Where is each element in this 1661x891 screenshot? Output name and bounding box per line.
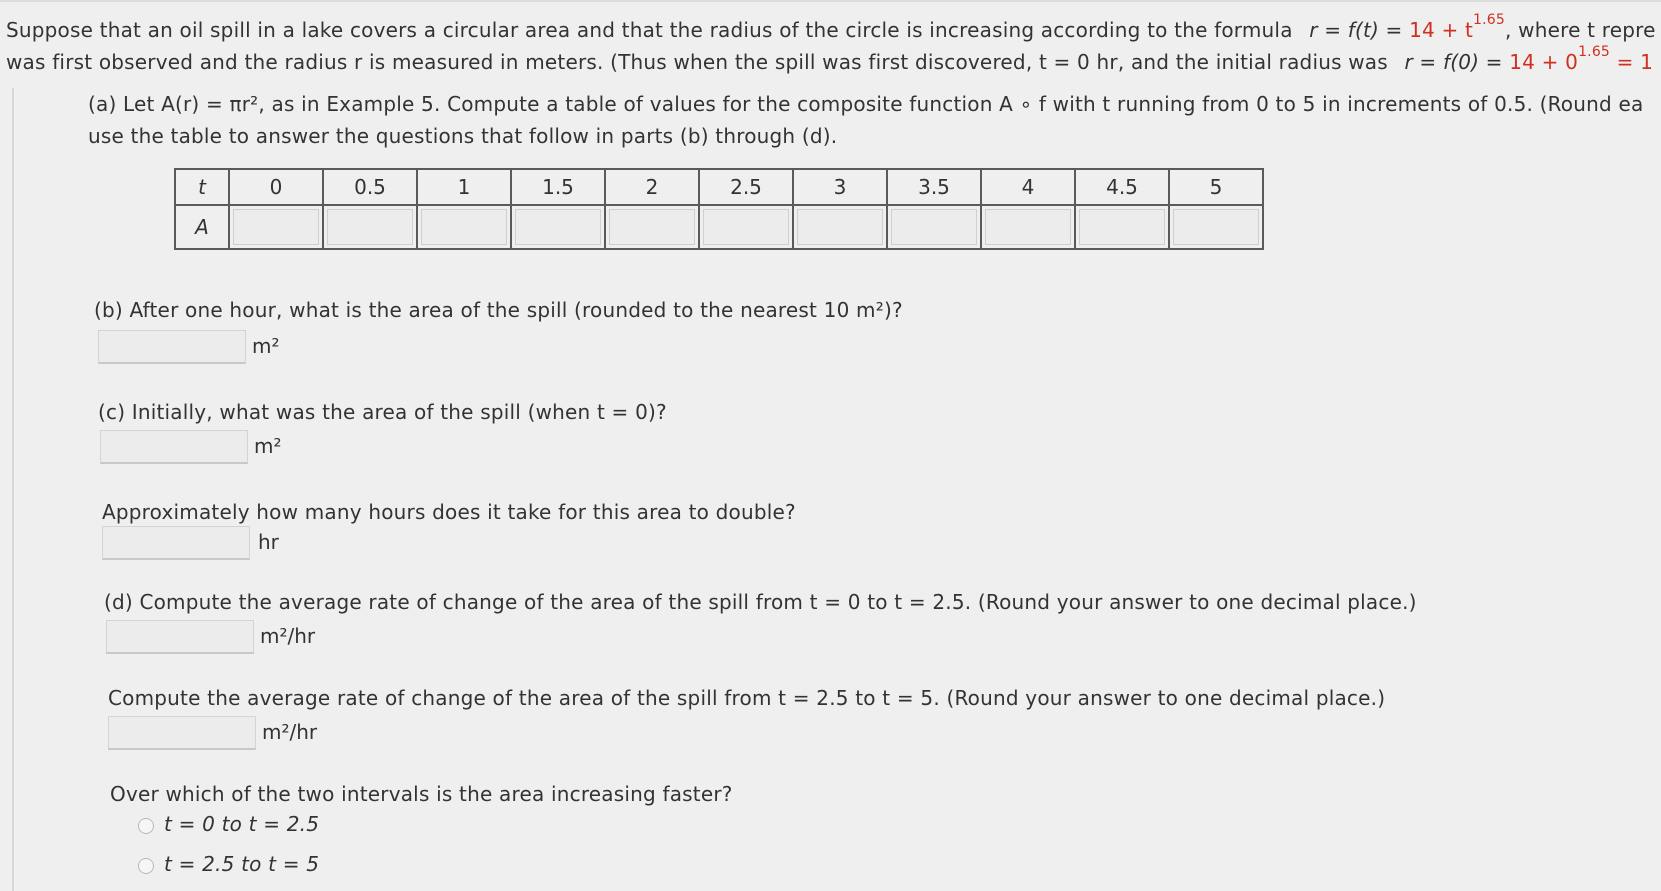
table-a-cell [981,205,1075,249]
radio-option-2-label: t = 2.5 to t = 5 [164,852,320,876]
part-d-rate-2-input[interactable] [108,716,256,750]
area-input-t2.5[interactable] [703,209,789,245]
area-input-t3.5[interactable] [891,209,977,245]
table-a-cell [511,205,605,249]
part-b-answer-input[interactable] [98,330,246,364]
intro-exponent-1: 1.65 [1473,12,1506,28]
table-t-value: 5 [1169,169,1263,205]
table-a-cell [323,205,417,249]
table-t-value: 3 [793,169,887,205]
intro-formula-1: r = f(t) = [1309,18,1410,42]
part-d-unit-2: m²/hr [262,720,318,744]
table-t-value: 1.5 [511,169,605,205]
table-t-value: 2 [605,169,699,205]
part-c-unit: m² [254,434,282,458]
part-c-double-time-input[interactable] [102,526,250,560]
table-t-value: 0.5 [323,169,417,205]
area-input-t1[interactable] [421,209,507,245]
left-divider [12,88,14,891]
intro-text-2: was first observed and the radius r is measured in meters. (Thus when the spill was first discovered, t = 0 hr, and the initial radius was [6,50,1388,74]
table-t-value: 3.5 [887,169,981,205]
table-row-t [175,169,1263,205]
part-d-question-2: Compute the average rate of change of the area of the spill from t = 2.5 to t = 5. (Round your answer to one decimal place.) [108,686,1386,710]
area-input-t4[interactable] [985,209,1071,245]
part-b-unit: m² [252,334,280,358]
area-input-t5[interactable] [1173,209,1259,245]
values-table [174,168,1264,250]
table-a-cell [1169,205,1263,249]
part-a-line-2: use the table to answer the questions that follow in parts (b) through (d). [88,124,838,148]
intro-exponent-2: 1.65 [1578,44,1611,60]
table-t-value: 2.5 [699,169,793,205]
intro-formula-red-1: 14 + t [1409,18,1474,42]
radio-option-1[interactable] [138,818,154,834]
top-divider [0,0,1661,2]
table-t-value: 0 [229,169,323,205]
intro-text-2b: = 1 [1610,50,1654,74]
area-input-t1.5[interactable] [515,209,601,245]
table-a-cell [793,205,887,249]
table-a-cell [699,205,793,249]
intro-line-2 [6,44,1654,74]
table-a-cell [605,205,699,249]
intro-formula-2: r = f(0) = [1404,50,1510,74]
intro-text-1: Suppose that an oil spill in a lake covers a circular area and that the radius of the circle is increasing according to the formula [6,18,1293,42]
area-input-t0[interactable] [233,209,319,245]
table-a-cell [887,205,981,249]
part-b-question: (b) After one hour, what is the area of the spill (rounded to the nearest 10 m²)? [94,298,903,322]
intro-formula-red-2: 14 + 0 [1509,50,1579,74]
part-c-unit-2: hr [258,530,279,554]
table-t-value: 4.5 [1075,169,1169,205]
part-d-question-3: Over which of the two intervals is the area increasing faster? [110,782,733,806]
area-input-t0.5[interactable] [327,209,413,245]
part-a-line-1: (a) Let A(r) = πr², as in Example 5. Compute a table of values for the composite function A ∘ f with t running from 0 to 5 in increments of 0.5. (Round ea [88,92,1644,116]
table-t-value: 4 [981,169,1075,205]
radio-option-2[interactable] [138,858,154,874]
part-c-question: (c) Initially, what was the area of the spill (when t = 0)? [98,400,667,424]
area-input-t2[interactable] [609,209,695,245]
table-row-a [175,205,1263,249]
table-a-cell [417,205,511,249]
table-header-a: A [175,205,229,249]
area-input-t4.5[interactable] [1079,209,1165,245]
intro-text-1b: , where t repre [1505,18,1656,42]
part-c-question-2: Approximately how many hours does it take for this area to double? [102,500,796,524]
area-input-t3[interactable] [797,209,883,245]
table-a-cell [229,205,323,249]
table-header-t: t [175,169,229,205]
part-d-rate-1-input[interactable] [106,620,254,654]
part-c-answer-input[interactable] [100,430,248,464]
intro-line-1 [6,12,1656,42]
part-d-question: (d) Compute the average rate of change of the area of the spill from t = 0 to t = 2.5. (Round your answer to one decimal place.) [104,590,1417,614]
radio-option-1-label: t = 0 to t = 2.5 [164,812,320,836]
table-a-cell [1075,205,1169,249]
part-d-unit: m²/hr [260,624,316,648]
table-t-value: 1 [417,169,511,205]
